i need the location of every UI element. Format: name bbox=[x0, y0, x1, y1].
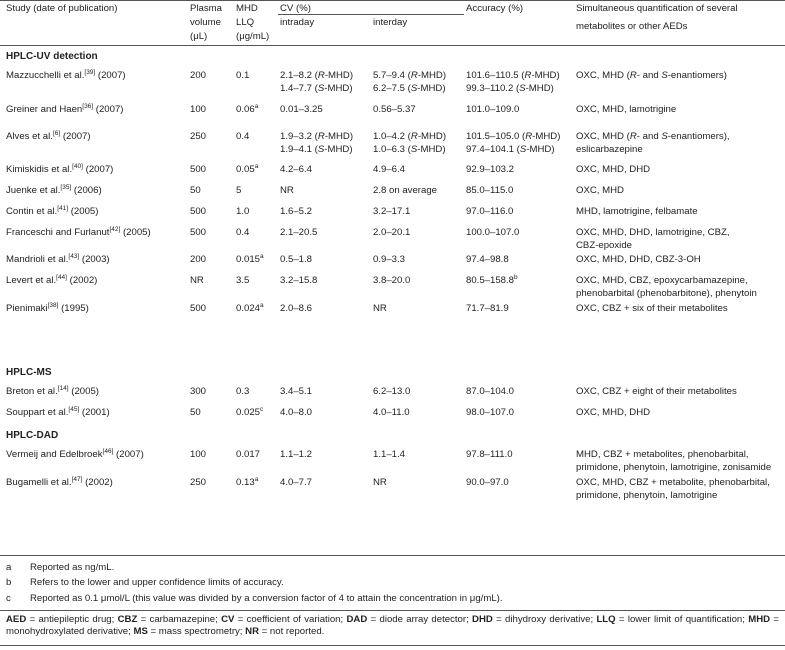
cell-cv-intraday: 0.01–3.25 bbox=[280, 104, 323, 115]
header-plasma-1: Plasma bbox=[190, 3, 222, 14]
cell-study: Kimiskidis et al.[40] (2007) bbox=[6, 162, 114, 175]
cell-mhd-llq: 0.024$^a$ bbox=[236, 301, 264, 314]
cell-simultaneous: phenobarbital (phenobarbitone), phenytoin bbox=[576, 288, 757, 299]
cell-mhd-llq: 0.06$^a$ bbox=[236, 102, 259, 115]
cell-cv-intraday: 3.4–5.1 bbox=[280, 386, 313, 397]
cell-simultaneous: primidone, phenytoin, lamotrigine, zonisamide bbox=[576, 462, 772, 473]
cell-accuracy: 98.0–107.0 bbox=[466, 407, 515, 418]
header-mhd-2: LLQ bbox=[236, 17, 255, 28]
header-study: Study (date of publication) bbox=[6, 3, 118, 14]
header-simultaneous-2: metabolites or other AEDs bbox=[576, 21, 688, 32]
cell-study: Vermeij and Edelbroek[46] (2007) bbox=[6, 447, 144, 460]
cell-cv-intraday: NR bbox=[280, 185, 294, 196]
cell-study: Breton et al.[14] (2005) bbox=[6, 384, 99, 397]
cell-plasma-volume: 250 bbox=[190, 131, 207, 142]
cell-cv-intraday: 0.5–1.8 bbox=[280, 254, 313, 265]
cell-study: Souppart et al.[45] (2001) bbox=[6, 405, 110, 418]
cell-simultaneous: CBZ-epoxide bbox=[576, 240, 632, 251]
cell-cv-intraday: 3.2–15.8 bbox=[280, 275, 318, 286]
cell-cv-intraday: 1.9–4.1 (S-MHD) bbox=[280, 144, 353, 155]
cell-accuracy: 97.8–111.0 bbox=[466, 449, 513, 460]
cell-simultaneous: OXC, MHD bbox=[576, 185, 624, 196]
cell-plasma-volume: 250 bbox=[190, 477, 207, 488]
cell-cv-interday: 0.56–5.37 bbox=[373, 104, 416, 115]
cell-plasma-volume: NR bbox=[190, 275, 204, 286]
header-mhd-3: (μg/mL) bbox=[236, 31, 270, 42]
cell-simultaneous: OXC, MHD, CBZ + metabolite, phenobarbital, bbox=[576, 477, 770, 488]
cell-cv-interday: 3.8–20.0 bbox=[373, 275, 411, 286]
cell-accuracy: 97.0–116.0 bbox=[466, 206, 514, 217]
cell-mhd-llq: 0.4 bbox=[236, 131, 250, 142]
cell-cv-interday: 3.2–17.1 bbox=[373, 206, 411, 217]
cell-cv-intraday: 1.6–5.2 bbox=[280, 206, 313, 217]
cell-simultaneous: OXC, CBZ + eight of their metabolites bbox=[576, 386, 737, 397]
cell-accuracy: 80.5–158.8$^b$ bbox=[466, 273, 518, 286]
cell-mhd-llq: 3.5 bbox=[236, 275, 250, 286]
cell-plasma-volume: 200 bbox=[190, 254, 207, 265]
cell-cv-interday: NR bbox=[373, 303, 387, 314]
cell-mhd-llq: 1.0 bbox=[236, 206, 250, 217]
cell-simultaneous: eslicarbazepine bbox=[576, 144, 643, 155]
cell-accuracy: 97.4–98.8 bbox=[466, 254, 509, 265]
cell-accuracy: 101.6–110.5 (R-MHD) bbox=[466, 70, 560, 81]
header-interday: interday bbox=[373, 17, 408, 28]
header-plasma-2: volume bbox=[190, 17, 221, 28]
cell-simultaneous: OXC, MHD (R- and S-enantiomers) bbox=[576, 70, 727, 81]
cell-accuracy: 97.4–104.1 (S-MHD) bbox=[466, 144, 555, 155]
cell-cv-intraday: 2.0–8.6 bbox=[280, 303, 313, 314]
cell-plasma-volume: 500 bbox=[190, 206, 207, 217]
section-title: HPLC-DAD bbox=[6, 430, 59, 441]
cell-cv-interday: 4.0–11.0 bbox=[373, 407, 410, 418]
cell-mhd-llq: 0.1 bbox=[236, 70, 250, 81]
cell-accuracy: 90.0–97.0 bbox=[466, 477, 509, 488]
cell-accuracy: 101.5–105.0 (R-MHD) bbox=[466, 131, 561, 142]
footnote-b: b Refers to the lower and upper confidence limits of accuracy. bbox=[6, 577, 284, 588]
cell-cv-intraday: 2.1–8.2 (R-MHD) bbox=[280, 70, 354, 81]
cell-cv-intraday: 4.0–7.7 bbox=[280, 477, 313, 488]
cell-plasma-volume: 100 bbox=[190, 104, 207, 115]
bottom-rule bbox=[0, 645, 785, 646]
header-mhd-1: MHD bbox=[236, 3, 258, 14]
cell-accuracy: 87.0–104.0 bbox=[466, 386, 515, 397]
cell-simultaneous: primidone, phenytoin, lamotrigine bbox=[576, 490, 718, 501]
cell-study: Mandrioli et al.[43] (2003) bbox=[6, 252, 110, 265]
cell-cv-interday: 1.1–1.4 bbox=[373, 449, 406, 460]
cell-mhd-llq: 0.05$^a$ bbox=[236, 162, 259, 175]
cell-cv-interday: 4.9–6.4 bbox=[373, 164, 406, 175]
cell-cv-interday: 2.8 on average bbox=[373, 185, 438, 196]
cell-study: Mazzucchelli et al.[39] (2007) bbox=[6, 68, 126, 81]
top-rule bbox=[0, 0, 785, 1]
cell-cv-intraday: 1.1–1.2 bbox=[280, 449, 313, 460]
cell-mhd-llq: 0.4 bbox=[236, 227, 250, 238]
cell-cv-interday: NR bbox=[373, 477, 387, 488]
cell-plasma-volume: 500 bbox=[190, 227, 207, 238]
cell-cv-intraday: 2.1–20.5 bbox=[280, 227, 318, 238]
cell-study: Franceschi and Furlanut[42] (2005) bbox=[6, 225, 151, 238]
cell-accuracy: 92.9–103.2 bbox=[466, 164, 515, 175]
cell-mhd-llq: 0.13$^a$ bbox=[236, 475, 259, 488]
cell-accuracy: 101.0–109.0 bbox=[466, 104, 520, 115]
section-title: HPLC-UV detection bbox=[6, 51, 98, 62]
cell-simultaneous: OXC, MHD, DHD, lamotrigine, CBZ, bbox=[576, 227, 730, 238]
cell-simultaneous: OXC, MHD, DHD, CBZ-3-OH bbox=[576, 254, 701, 265]
cell-cv-interday: 0.9–3.3 bbox=[373, 254, 406, 265]
cell-study: Alves et al.[6] (2007) bbox=[6, 129, 91, 142]
cell-simultaneous: OXC, CBZ + six of their metabolites bbox=[576, 303, 728, 314]
cell-plasma-volume: 50 bbox=[190, 185, 201, 196]
cell-plasma-volume: 200 bbox=[190, 70, 207, 81]
cell-simultaneous: OXC, MHD, CBZ, epoxycarbamazepine, bbox=[576, 275, 748, 286]
cell-study: Pienimaki[38] (1995) bbox=[6, 301, 89, 314]
cell-cv-intraday: 4.0–8.0 bbox=[280, 407, 313, 418]
header-plasma-3: (μL) bbox=[190, 31, 208, 42]
cell-plasma-volume: 500 bbox=[190, 303, 207, 314]
cell-plasma-volume: 300 bbox=[190, 386, 207, 397]
cell-study: Juenke et al.[35] (2006) bbox=[6, 183, 102, 196]
cell-simultaneous: OXC, MHD, DHD bbox=[576, 407, 651, 418]
cell-accuracy: 71.7–81.9 bbox=[466, 303, 509, 314]
header-cv: CV (%) bbox=[280, 3, 311, 14]
cell-accuracy: 85.0–115.0 bbox=[466, 185, 514, 196]
cell-mhd-llq: 0.015$^a$ bbox=[236, 252, 264, 265]
cell-mhd-llq: 0.025$^c$ bbox=[236, 405, 264, 418]
cell-cv-interday: 2.0–20.1 bbox=[373, 227, 411, 238]
cell-accuracy: 99.3–110.2 (S-MHD) bbox=[466, 83, 554, 94]
cell-cv-intraday: 4.2–6.4 bbox=[280, 164, 313, 175]
cell-simultaneous: OXC, MHD, lamotrigine bbox=[576, 104, 677, 115]
table-bottom-rule bbox=[0, 555, 785, 556]
header-simultaneous-1: Simultaneous quantification of several bbox=[576, 3, 738, 14]
cell-accuracy: 100.0–107.0 bbox=[466, 227, 520, 238]
footnote-a: a Reported as ng/mL. bbox=[6, 562, 115, 573]
cell-study: Greiner and Haen[36] (2007) bbox=[6, 102, 124, 115]
cell-simultaneous: MHD, lamotrigine, felbamate bbox=[576, 206, 698, 217]
cell-cv-intraday: 1.4–7.7 (S-MHD) bbox=[280, 83, 353, 94]
cell-mhd-llq: 0.017 bbox=[236, 449, 261, 460]
cell-study: Levert et al.[44] (2002) bbox=[6, 273, 98, 286]
abbreviations: AED = antiepileptic drug; CBZ = carbamazepine; CV = coefficient of variation; DAD = diode array detector; DHD = dihydroxy derivative; LLQ = lower limit of quantification; MHD = monohydroxylated derivative; MS = mass spectrometry; NR = not reported. bbox=[6, 614, 779, 638]
cell-cv-interday: 5.7–9.4 (R-MHD) bbox=[373, 70, 447, 81]
cell-simultaneous: OXC, MHD (R- and S-enantiomers), bbox=[576, 131, 730, 142]
section-title: HPLC-MS bbox=[6, 367, 52, 378]
cell-study: Contin et al.[41] (2005) bbox=[6, 204, 99, 217]
cell-cv-interday: 1.0–6.3 (S-MHD) bbox=[373, 144, 446, 155]
cell-cv-interday: 1.0–4.2 (R-MHD) bbox=[373, 131, 447, 142]
cell-mhd-llq: 5 bbox=[236, 185, 242, 196]
header-rule bbox=[0, 45, 785, 46]
cell-mhd-llq: 0.3 bbox=[236, 386, 250, 397]
cell-simultaneous: MHD, CBZ + metabolites, phenobarbital, bbox=[576, 449, 749, 460]
footnote-rule bbox=[0, 610, 785, 611]
cell-plasma-volume: 50 bbox=[190, 407, 201, 418]
header-accuracy: Accuracy (%) bbox=[466, 3, 524, 14]
cell-plasma-volume: 100 bbox=[190, 449, 207, 460]
cell-simultaneous: OXC, MHD, DHD bbox=[576, 164, 651, 175]
cell-plasma-volume: 500 bbox=[190, 164, 207, 175]
footnote-c: c Reported as 0.1 μmol/L (this value was divided by a conversion factor of 4 to attain the concentration in μg/mL). bbox=[6, 593, 503, 604]
cell-cv-interday: 6.2–13.0 bbox=[373, 386, 411, 397]
cell-cv-intraday: 1.9–3.2 (R-MHD) bbox=[280, 131, 354, 142]
cell-study: Bugamelli et al.[47] (2002) bbox=[6, 475, 113, 488]
header-intraday: intraday bbox=[280, 17, 315, 28]
cell-cv-interday: 6.2–7.5 (S-MHD) bbox=[373, 83, 446, 94]
